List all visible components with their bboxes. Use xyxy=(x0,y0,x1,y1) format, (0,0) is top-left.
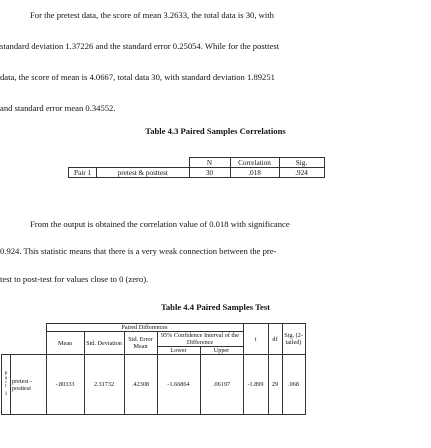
row-label: pretest - posttest xyxy=(11,355,47,415)
col-header-std-error-mean: Std. Error Mean xyxy=(124,332,157,355)
paragraph-line: 0.924. This statistic means that there is a very weak connection between the pre- xyxy=(0,246,277,256)
paired-differences-header: Paired Differences xyxy=(46,324,243,332)
table-4-3-caption: Table 4.3 Paired Samples Correlations xyxy=(145,126,286,136)
cell-std-deviation: 2.31732 xyxy=(84,355,124,415)
paragraph-line: test to post-test for values close to 0 (zero). xyxy=(0,274,149,284)
paragraph-line: For the pretest data, the score of mean 3.2633, the total data is 30, with xyxy=(30,10,274,20)
cell-n: 30 xyxy=(189,168,230,178)
col-header-sig-2tailed: Sig. (2-tailed) xyxy=(282,324,305,355)
col-header-df: df xyxy=(268,324,282,355)
row-label: pretest & posttest xyxy=(97,168,190,178)
cell-sig: .924 xyxy=(279,168,324,178)
cell-std-error-mean: .42308 xyxy=(124,355,157,415)
paragraph-line: and standard error mean 0.34552. xyxy=(0,103,116,113)
col-header-n: N xyxy=(189,158,230,168)
table-row xyxy=(69,168,325,178)
cell-df: 29 xyxy=(268,355,282,415)
cell-mean: -.80333 xyxy=(46,355,84,415)
pair-label: Pair 1 xyxy=(2,355,11,415)
col-header-upper: Upper xyxy=(200,347,243,355)
col-header-lower: Lower xyxy=(157,347,200,355)
col-header-std-deviation: Std. Deviation xyxy=(84,332,124,355)
cell-t: -1.899 xyxy=(243,355,268,415)
table-row xyxy=(2,355,306,415)
pair-label: Pair 1 xyxy=(69,168,97,178)
cell-upper: .06197 xyxy=(200,355,243,415)
paragraph-line: data, the score of mean is 4.0667, total data 30, with standard deviation 1.89251 xyxy=(0,72,275,82)
cell-lower: -1.66864 xyxy=(157,355,200,415)
cell-correlation: .018 xyxy=(230,168,279,178)
paired-samples-test-table xyxy=(1,323,306,415)
col-header-t: t xyxy=(243,324,268,355)
confidence-interval-header: 95% Confidence Interval of the Difference xyxy=(157,332,243,347)
cell-sig: .068 xyxy=(282,355,305,415)
paragraph-line: standard deviation 1.37226 and the standard error 0.25054. While for the posttest xyxy=(0,41,280,51)
table-4-4-caption: Table 4.4 Paired Samples Test xyxy=(160,302,271,312)
col-header-sig: Sig. xyxy=(279,158,324,168)
col-header-mean: Mean xyxy=(46,332,84,355)
col-header-correlation: Correlation xyxy=(230,158,279,168)
paired-samples-correlations-table xyxy=(68,157,325,178)
paragraph-line: From the output is obtained the correlation value of 0.018 with significance xyxy=(30,219,290,229)
